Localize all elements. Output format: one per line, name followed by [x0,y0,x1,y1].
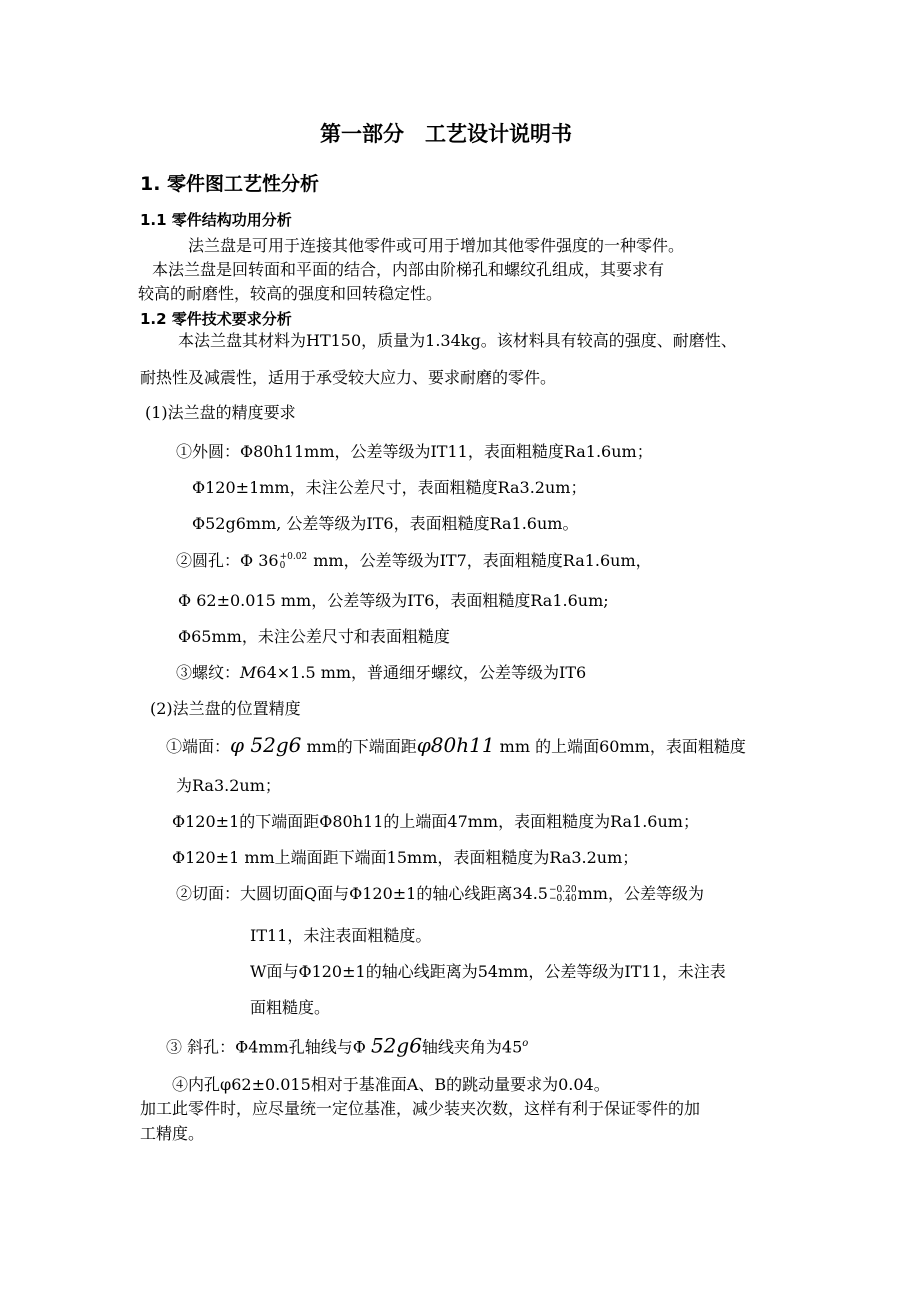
slant-hole-text: ③ 斜孔：Φ4mm孔轴线与Φ [166,1037,371,1057]
document-title: 第一部分 工艺设计说明书 [320,122,572,146]
paragraph-line: 本法兰盘其材料为HT150，质量为1.34kg。该材料具有较高的强度、耐磨性、 [178,331,737,350]
tolerance-stack [549,886,577,904]
paragraph-line: 较高的耐磨性，较高的强度和回转稳定性。 [138,284,443,303]
section-1-heading: 1. 零件图工艺性分析 [140,173,320,195]
cut-face-line: 面粗糙度。 [250,998,331,1017]
cut-face-line: IT11，未注表面粗糙度。 [250,926,432,945]
paragraph-line: 法兰盘是可用于连接其他零件或可用于增加其他零件强度的一种零件。 [188,236,685,255]
thread-line [176,663,586,683]
round-hole-line: Φ65mm，未注公差尺寸和表面粗糙度 [178,627,450,646]
dimension-symbol: φ80h11 [416,733,495,757]
slant-hole-text: 轴线夹角为45 [421,1037,523,1057]
cut-face-text: mm，公差等级为 [577,884,704,903]
hole-text: ②圆孔：Φ 36 [176,551,279,570]
end-face-text: ①端面： [166,737,231,756]
end-face-text: mm 的上端面60mm，表面粗糙度 [494,737,746,756]
closing-line: 工精度。 [140,1124,205,1143]
cut-face-line: W面与Φ120±1的轴心线距离为54mm，公差等级为IT11，未注表 [250,962,726,981]
thread-text: 64×1.5 mm，普通细牙螺纹，公差等级为IT6 [256,663,587,682]
outer-circle-line: Φ52g6mm, 公差等级为IT6，表面粗糙度Ra1.6um。 [192,514,579,533]
hole-text: mm，公差等级为IT7，表面粗糙度Ra1.6um， [308,551,652,570]
outer-circle-line: Φ120±1mm，未注公差尺寸，表面粗糙度Ra3.2um； [192,478,587,497]
end-face-line: 为Ra3.2um； [176,776,281,795]
cut-face-text: ②切面：大圆切面Q面与Φ120±1的轴心线距离34.5 [176,884,548,903]
section-1-2-heading: 1.2 零件技术要求分析 [140,310,292,328]
end-face-text: mm的下端面距 [301,737,417,756]
end-face-line: Φ120±1 mm上端面距下端面15mm，表面粗糙度为Ra3.2um； [172,848,639,867]
paragraph-line: 耐热性及减震性，适用于承受较大应力、要求耐磨的零件。 [140,368,557,387]
tolerance-lower: −0.40 [549,893,577,904]
position-heading: (2)法兰盘的位置精度 [150,699,301,718]
end-face-line: Φ120±1的下端面距Φ80h11的上端面47mm，表面粗糙度为Ra1.6um； [172,812,699,831]
thread-symbol: M [240,663,257,682]
paragraph-line: 本法兰盘是回转面和平面的结合，内部由阶梯孔和螺纹孔组成，其要求有 [152,260,665,279]
inner-hole-line: ④内孔φ62±0.015相对于基准面A、B的跳动量要求为0.04。 [172,1075,610,1094]
closing-line: 加工此零件时，应尽量统一定位基准，减少装夹次数，这样有利于保证零件的加 [140,1099,701,1118]
round-hole-line: Φ 62±0.015 mm，公差等级为IT6，表面粗糙度Ra1.6um; [178,591,609,610]
round-hole-line [176,551,652,571]
outer-circle-line: ①外圆：Φ80h11mm，公差等级为IT11，表面粗糙度Ra1.6um； [176,442,653,461]
precision-heading: (1)法兰盘的精度要求 [145,403,296,422]
tolerance-upper: +0.02 [279,551,308,562]
dimension-symbol: φ 52g6 [230,733,302,757]
tolerance-lower: 0 [279,560,286,571]
end-face-line [166,735,746,757]
cut-face-line [176,884,704,904]
tolerance-upper: −0.20 [549,884,577,895]
dimension-symbol: 52g6 [370,1033,422,1058]
slant-hole-line [166,1034,528,1057]
thread-text: ③螺纹： [176,663,241,682]
degree-symbol: o [522,1038,529,1049]
section-1-1-heading: 1.1 零件结构功用分析 [140,211,292,229]
tolerance-stack [280,553,308,571]
